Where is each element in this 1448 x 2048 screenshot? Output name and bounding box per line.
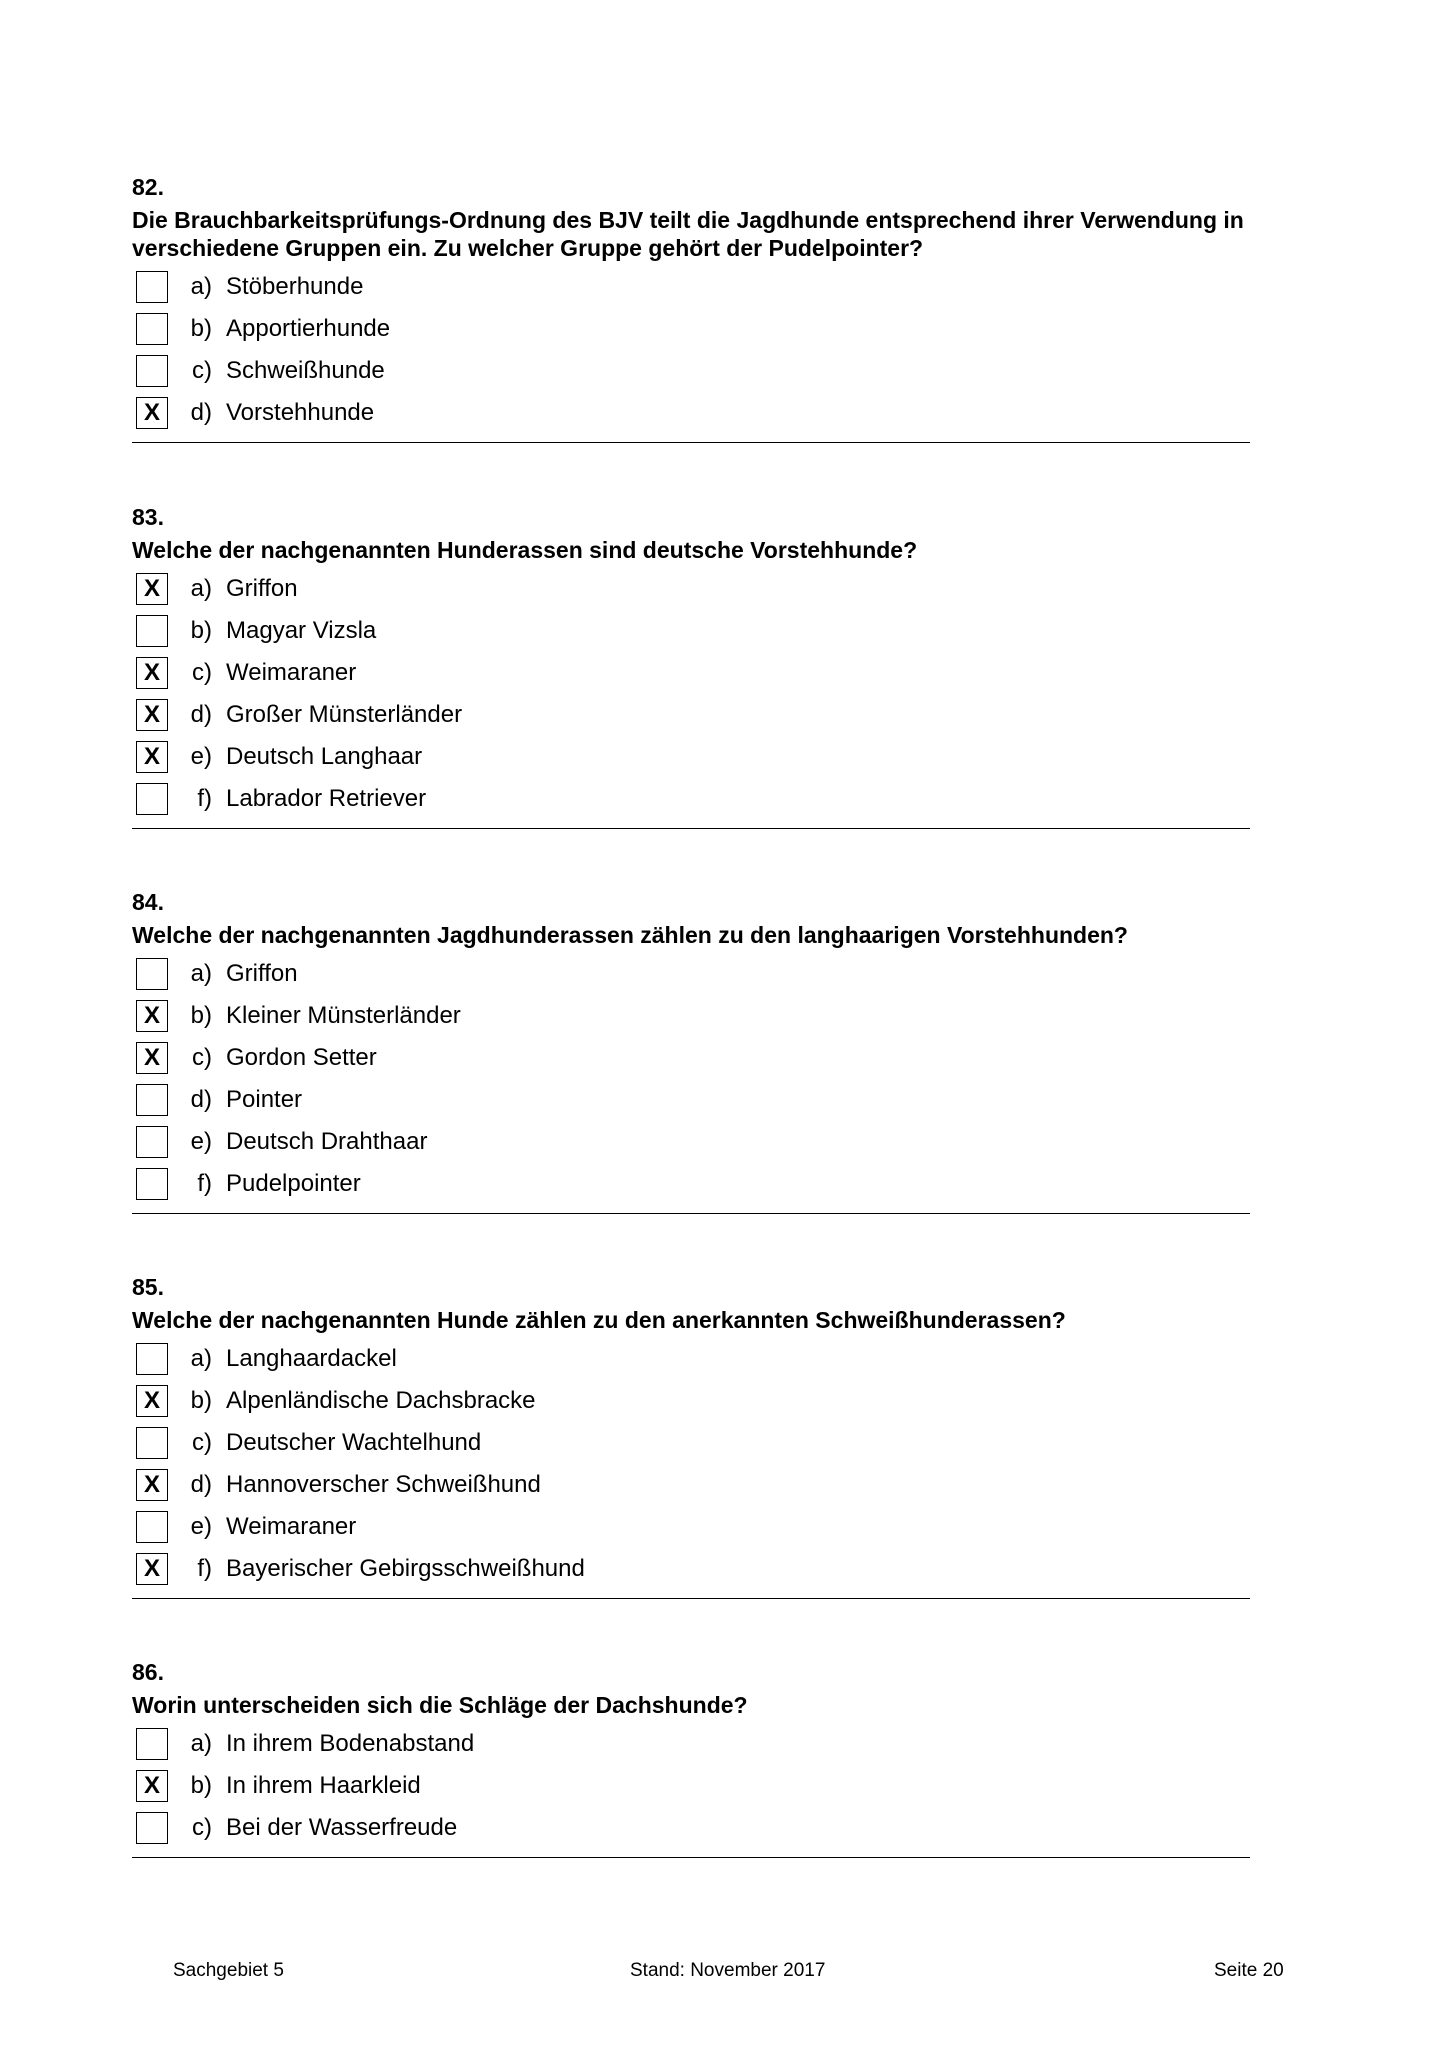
option-label: Bayerischer Gebirgsschweißhund [226,1555,585,1582]
option-letter: c) [192,357,212,384]
option-letter: d) [190,399,212,426]
option-label: Griffon [226,960,298,987]
option-letter: b) [190,617,212,644]
answer-checkbox[interactable]: X [136,397,168,429]
answer-option[interactable] [132,568,1250,610]
answer-checkbox[interactable] [136,271,168,303]
answer-option[interactable] [132,736,1250,778]
option-letter: a) [190,960,212,987]
footer-page-number: Seite 20 [1214,1960,1284,1981]
option-label: Magyar Vizsla [226,617,377,644]
footer-date: Stand: November 2017 [630,1960,826,1981]
question-84 [132,887,1250,1214]
option-letter: f) [197,785,212,812]
option-label: Apportierhunde [226,315,391,342]
option-letter: a) [190,1345,212,1372]
answer-option[interactable] [132,610,1250,652]
option-letter: b) [190,315,212,342]
question-number: 83. [132,504,164,530]
option-label: Stöberhunde [226,273,364,300]
question-number: 86. [132,1659,164,1685]
option-letter: e) [190,1128,212,1155]
answer-checkbox[interactable] [136,1084,168,1116]
question-text: Welche der nachgenannten Hunderassen sind deutsche Vorstehhunde? [132,537,918,563]
option-letter: a) [190,575,212,602]
answer-checkbox[interactable] [136,1427,168,1459]
option-label: Alpenländische Dachsbracke [226,1387,536,1414]
answer-checkbox[interactable] [136,783,168,815]
option-label: Pudelpointer [226,1170,361,1197]
option-label: Bei der Wasserfreude [226,1814,458,1841]
option-label: In ihrem Bodenabstand [226,1730,475,1757]
option-letter: b) [190,1772,212,1799]
question-83 [132,502,1250,829]
answer-checkbox[interactable]: X [136,1770,168,1802]
option-letter: e) [190,743,212,770]
answer-checkbox[interactable]: X [136,741,168,773]
answer-checkbox[interactable]: X [136,1553,168,1585]
option-label: Deutsch Drahthaar [226,1128,428,1155]
answer-checkbox[interactable]: X [136,1469,168,1501]
question-86 [132,1657,1250,1858]
answer-option[interactable] [132,1163,1250,1205]
question-text: Welche der nachgenannten Hunde zählen zu den anerkannten Schweißhunderassen? [132,1307,1066,1333]
option-label: Deutsch Langhaar [226,743,423,770]
question-text: Welche der nachgenannten Jagdhunderassen zählen zu den langhaarigen Vorstehhunden? [132,922,1128,948]
option-label: Schweißhunde [226,357,385,384]
option-letter: c) [192,1814,212,1841]
answer-option[interactable] [132,1807,1250,1849]
answer-option[interactable] [132,1548,1250,1590]
question-number: 84. [132,889,164,915]
answer-option[interactable] [132,308,1250,350]
answer-option[interactable] [132,1037,1250,1079]
answer-checkbox[interactable] [136,1511,168,1543]
question-82 [132,172,1250,443]
option-label: Langhaardackel [226,1345,397,1372]
option-letter: b) [190,1002,212,1029]
answer-checkbox[interactable] [136,355,168,387]
option-label: Gordon Setter [226,1044,377,1071]
divider [132,1857,1250,1858]
option-letter: a) [190,273,212,300]
option-label: Labrador Retriever [226,785,427,812]
question-text: Die Brauchbarkeitsprüfungs-Ordnung des BJV teilt die Jagdhunde entsprechend ihrer Verwendung in verschiedene Gruppen ein. Zu welcher Gruppe gehört der Pudelpointer? [132,207,1244,261]
question-85 [132,1272,1250,1599]
answer-checkbox[interactable] [136,313,168,345]
option-label: Kleiner Münsterländer [226,1002,461,1029]
question-number: 85. [132,1274,164,1300]
answer-checkbox[interactable] [136,1728,168,1760]
option-letter: c) [192,659,212,686]
divider [132,442,1250,443]
answer-option[interactable] [132,1121,1250,1163]
answer-checkbox[interactable]: X [136,573,168,605]
option-letter: f) [197,1170,212,1197]
option-letter: d) [190,1086,212,1113]
option-label: Deutscher Wachtelhund [226,1429,482,1456]
answer-checkbox[interactable] [136,1812,168,1844]
option-label: Hannoverscher Schweißhund [226,1471,541,1498]
answer-checkbox[interactable] [136,1126,168,1158]
option-label: Vorstehhunde [226,399,375,426]
answer-option[interactable] [132,1765,1250,1807]
question-text: Worin unterscheiden sich die Schläge der Dachshunde? [132,1692,748,1718]
answer-option[interactable] [132,1079,1250,1121]
answer-checkbox[interactable] [136,1343,168,1375]
answer-checkbox[interactable]: X [136,1042,168,1074]
answer-option[interactable] [132,1380,1250,1422]
divider [132,1598,1250,1599]
answer-checkbox[interactable]: X [136,1000,168,1032]
divider [132,828,1250,829]
answer-option[interactable] [132,995,1250,1037]
option-letter: d) [190,701,212,728]
option-label: Griffon [226,575,298,602]
option-label: Weimaraner [226,1513,357,1540]
option-letter: d) [190,1471,212,1498]
answer-checkbox[interactable] [136,615,168,647]
option-letter: c) [192,1044,212,1071]
option-letter: a) [190,1730,212,1757]
option-letter: b) [190,1387,212,1414]
option-label: Pointer [226,1086,303,1113]
answer-checkbox[interactable] [136,1168,168,1200]
option-label: In ihrem Haarkleid [226,1772,421,1799]
option-label: Großer Münsterländer [226,701,463,728]
answer-checkbox[interactable]: X [136,699,168,731]
answer-option[interactable] [132,266,1250,308]
option-letter: c) [192,1429,212,1456]
answer-checkbox[interactable] [136,958,168,990]
footer-section: Sachgebiet 5 [173,1960,284,1981]
answer-checkbox[interactable]: X [136,657,168,689]
answer-option[interactable] [132,778,1250,820]
answer-option[interactable] [132,1338,1250,1380]
answer-option[interactable] [132,1464,1250,1506]
answer-option[interactable] [132,694,1250,736]
divider [132,1213,1250,1214]
answer-option[interactable] [132,652,1250,694]
option-label: Weimaraner [226,659,357,686]
answer-option[interactable] [132,392,1250,434]
option-letter: f) [197,1555,212,1582]
option-letter: e) [190,1513,212,1540]
answer-option[interactable] [132,350,1250,392]
answer-option[interactable] [132,953,1250,995]
answer-option[interactable] [132,1422,1250,1464]
question-number: 82. [132,174,164,200]
answer-checkbox[interactable]: X [136,1385,168,1417]
answer-option[interactable] [132,1723,1250,1765]
answer-option[interactable] [132,1506,1250,1548]
